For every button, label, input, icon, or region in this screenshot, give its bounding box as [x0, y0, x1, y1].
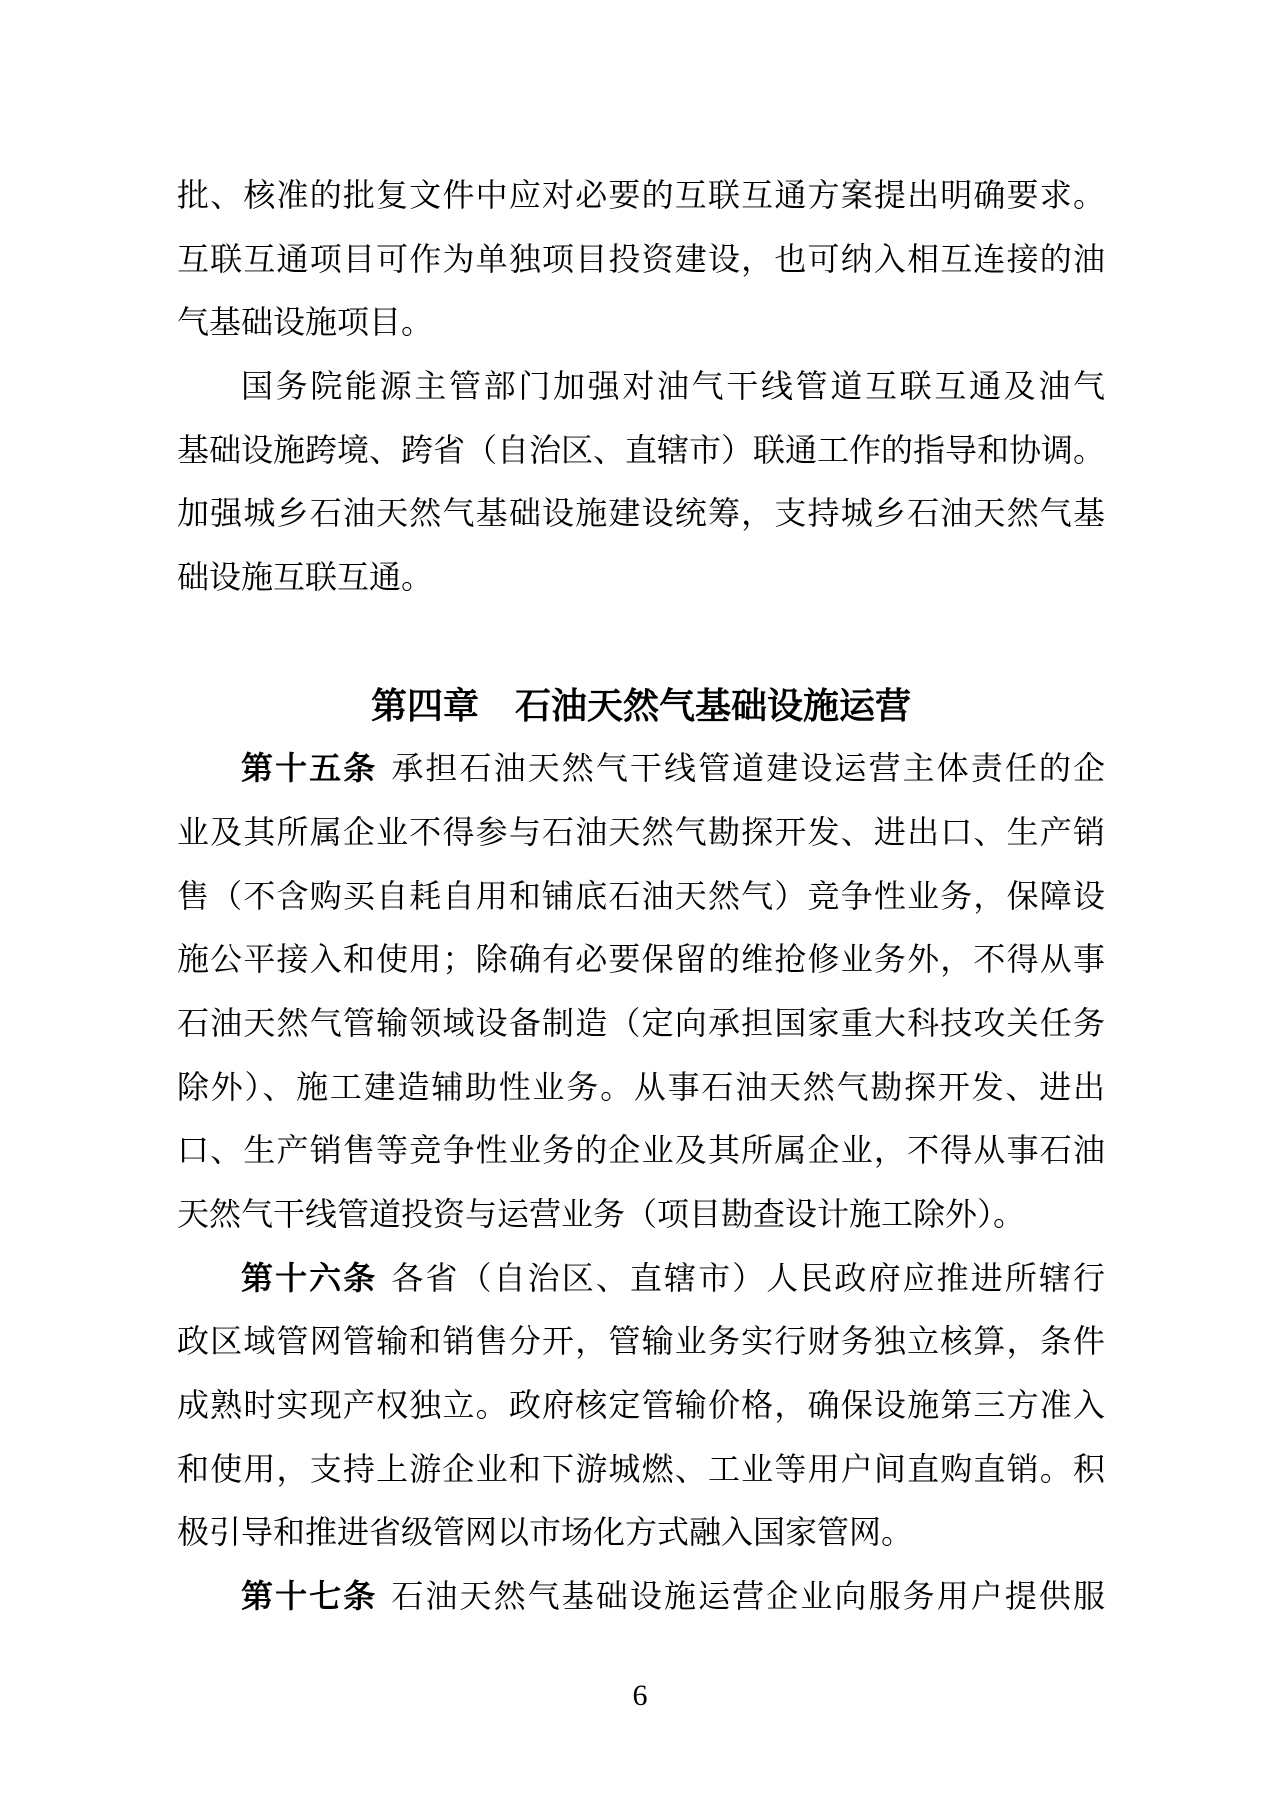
- line-text: 极引导和推进省级管网以市场化方式融入国家管网。: [177, 1514, 914, 1551]
- line-text: 加强城乡石油天然气基础设施建设统筹，支持城乡石油天然气基: [177, 495, 1105, 532]
- article-number: 第十六条: [241, 1259, 378, 1296]
- text-line: [177, 482, 1105, 546]
- text-line: [177, 1119, 1105, 1183]
- line-text: 除外）、施工建造辅助性业务。从事石油天然气勘探开发、进出: [177, 1068, 1105, 1105]
- article-number: 第十五条: [241, 750, 378, 787]
- line-text: 成熟时实现产权独立。政府核定管输价格，确保设施第三方准入: [177, 1387, 1105, 1424]
- line-text: 石油天然气基础设施运营企业向服务用户提供服: [391, 1578, 1105, 1615]
- text-line: [177, 928, 1105, 992]
- text-line: [177, 546, 1105, 610]
- text-line: [177, 1565, 1105, 1629]
- page-number: 6: [632, 1679, 648, 1712]
- article-number: 第十七条: [241, 1578, 378, 1615]
- line-text: 各省（自治区、直辖市）人民政府应推进所辖行: [391, 1259, 1105, 1296]
- text-line: [177, 355, 1105, 419]
- text-line: [177, 1183, 1105, 1247]
- line-text: 天然气干线管道投资与运营业务（项目勘查设计施工除外）。: [177, 1196, 1026, 1232]
- document-body: [177, 164, 1105, 1629]
- blank-line: [177, 610, 1105, 674]
- text-line: [177, 1310, 1105, 1374]
- text-line: [177, 1374, 1105, 1438]
- line-text: 础设施互联互通。: [177, 559, 434, 596]
- text-line: [177, 865, 1105, 929]
- text-line: [177, 737, 1105, 801]
- line-text: 和使用，支持上游企业和下游城燃、工业等用户间直购直销。积: [177, 1450, 1105, 1487]
- text-line: [177, 1247, 1105, 1311]
- text-line: [177, 1056, 1105, 1120]
- line-text: 气基础设施项目。: [177, 304, 434, 341]
- text-line: [177, 1501, 1105, 1565]
- text-line: [177, 1438, 1105, 1502]
- text-line: [177, 291, 1105, 355]
- line-text: 基础设施跨境、跨省（自治区、直辖市）联通工作的指导和协调。: [177, 431, 1106, 468]
- line-text: 政区域管网管输和销售分开，管输业务实行财务独立核算，条件: [177, 1323, 1105, 1360]
- chapter-heading: 第四章 石油天然气基础设施运营: [370, 684, 911, 726]
- line-text: 施公平接入和使用；除确有必要保留的维抢修业务外，不得从事: [177, 941, 1105, 978]
- text-line: [177, 419, 1105, 483]
- line-text: 售（不含购买自耗自用和铺底石油天然气）竞争性业务，保障设: [177, 877, 1105, 914]
- line-text: 业及其所属企业不得参与石油天然气勘探开发、进出口、生产销: [177, 813, 1105, 850]
- line-text: 口、生产销售等竞争性业务的企业及其所属企业，不得从事石油: [177, 1132, 1105, 1169]
- line-text: 石油天然气管输领域设备制造（定向承担国家重大科技攻关任务: [177, 1004, 1105, 1041]
- line-text: 承担石油天然气干线管道建设运营主体责任的企: [391, 750, 1105, 787]
- text-line: [177, 164, 1105, 228]
- line-text: 互联互通项目可作为单独项目投资建设，也可纳入相互连接的油: [177, 240, 1105, 277]
- text-line: [177, 228, 1105, 292]
- text-line: [177, 801, 1105, 865]
- text-line: [177, 992, 1105, 1056]
- line-text: 批、核准的批复文件中应对必要的互联互通方案提出明确要求。: [177, 177, 1105, 213]
- line-text: 国务院能源主管部门加强对油气干线管道互联互通及油气: [241, 368, 1105, 405]
